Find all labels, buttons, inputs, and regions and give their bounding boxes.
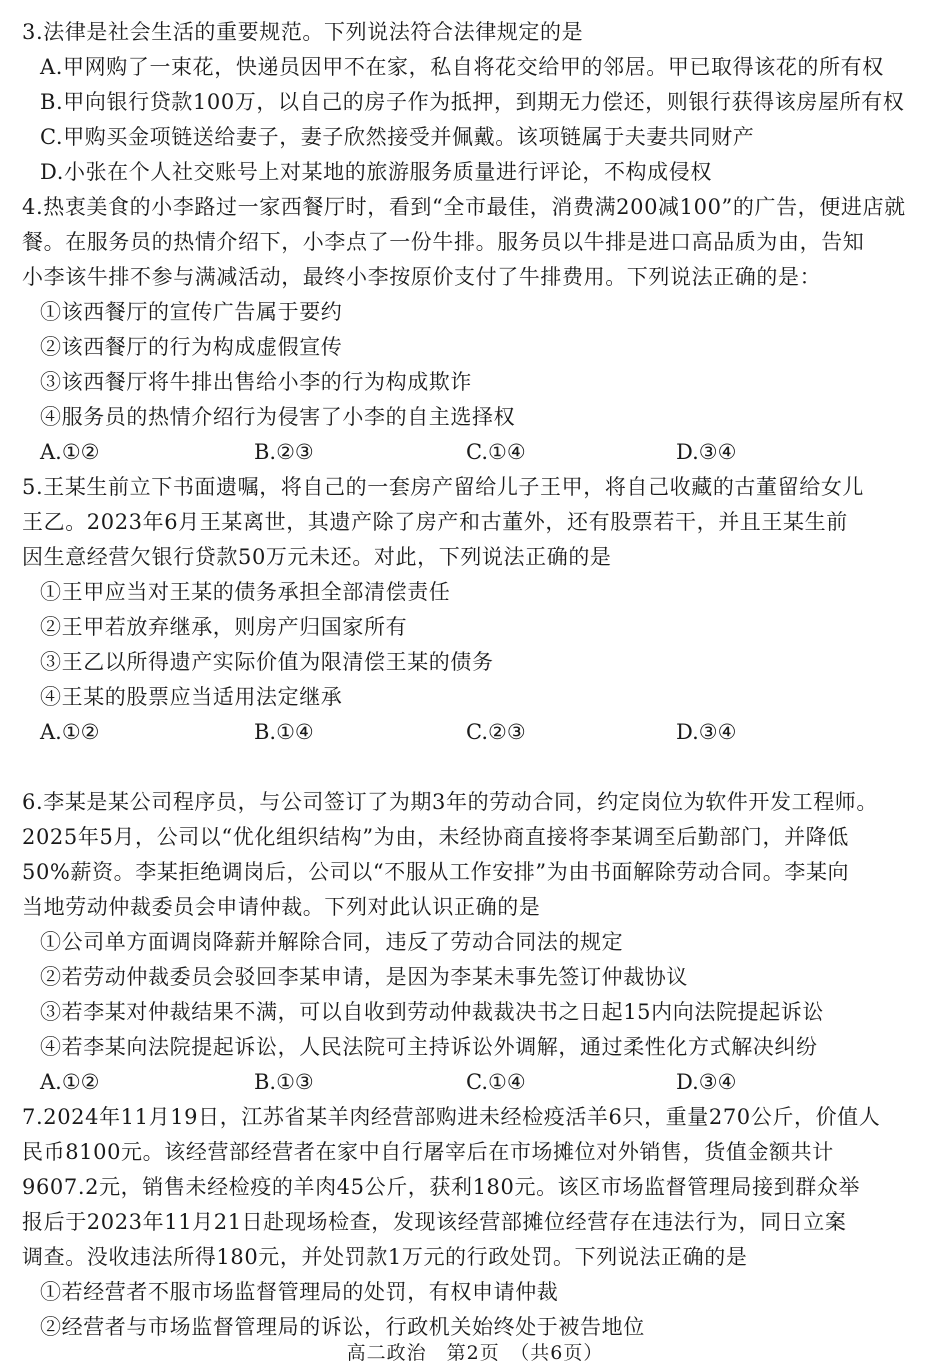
q7-stem-line-1: 7.2024年11月19日，江苏省某羊肉经营部购进未经检疫活羊6只，重量270公斤，价值人 — [22, 1105, 881, 1129]
q5-choice-b: B.①④ — [254, 720, 314, 744]
q4-choice-a: A.①② — [40, 440, 100, 464]
q6-statement-2: ②若劳动仲裁委员会驳回李某申请，是因为李某未事先签订仲裁协议 — [40, 965, 688, 989]
q4-choice-c: C.①④ — [466, 440, 526, 464]
q7-stem-line-5: 调查。没收违法所得180元，并处罚款1万元的行政处罚。下列说法正确的是 — [22, 1245, 748, 1269]
q5-statement-1: ①王甲应当对王某的债务承担全部清偿责任 — [40, 580, 451, 604]
q6-stem-line-3: 50%薪资。李某拒绝调岗后，公司以“不服从工作安排”为由书面解除劳动合同。李某向 — [22, 860, 850, 884]
q5-stem-line-3: 因生意经营欠银行贷款50万元未还。对此，下列说法正确的是 — [22, 545, 612, 569]
q6-statement-3: ③若李某对仲裁结果不满，可以自收到劳动仲裁裁决书之日起15内向法院提起诉讼 — [40, 1000, 824, 1024]
q7-stem-line-4: 报后于2023年11月21日赴现场检查，发现该经营部摊位经营存在违法行为，同日立案 — [22, 1210, 847, 1234]
q6-choice-c: C.①④ — [466, 1070, 526, 1094]
q5-statement-4: ④王某的股票应当适用法定继承 — [40, 685, 343, 709]
page-footer: 高二政治 第2页 （共6页） — [346, 1342, 604, 1364]
q6-statement-4: ④若李某向法院提起诉讼，人民法院可主持诉讼外调解，通过柔性化方式解决纠纷 — [40, 1035, 818, 1059]
q5-stem-line-1: 5.王某生前立下书面遗嘱，将自己的一套房产留给儿子王甲，将自己收藏的古董留给女儿 — [22, 475, 865, 499]
q3-stem: 3.法律是社会生活的重要规范。下列说法符合法律规定的是 — [22, 20, 584, 44]
q5-statement-3: ③王乙以所得遗产实际价值为限清偿王某的债务 — [40, 650, 494, 674]
q6-statement-1: ①公司单方面调岗降薪并解除合同，违反了劳动合同法的规定 — [40, 930, 624, 954]
q5-stem-line-2: 王乙。2023年6月王某离世，其遗产除了房产和古董外，还有股票若干，并且王某生前 — [22, 510, 848, 534]
q4-stem-line-3: 小李该牛排不参与满减活动，最终小李按原价支付了牛排费用。下列说法正确的是： — [22, 265, 822, 289]
q4-statement-4: ④服务员的热情介绍行为侵害了小李的自主选择权 — [40, 405, 516, 429]
q6-stem-line-4: 当地劳动仲裁委员会申请仲裁。下列对此认识正确的是 — [22, 895, 541, 919]
q4-statement-2: ②该西餐厅的行为构成虚假宣传 — [40, 335, 343, 359]
q7-stem-line-3: 9607.2元，销售未经检疫的羊肉45公斤，获利180元。该区市场监督管理局接到群众举 — [22, 1175, 861, 1199]
q6-choice-a: A.①② — [40, 1070, 100, 1094]
q7-stem-line-2: 民币8100元。该经营部经营者在家中自行屠宰后在市场摊位对外销售，货值金额共计 — [22, 1140, 834, 1164]
q3-option-d: D.小张在个人社交账号上对某地的旅游服务质量进行评论，不构成侵权 — [40, 160, 712, 184]
q4-choice-b: B.②③ — [254, 440, 314, 464]
q5-statement-2: ②王甲若放弃继承，则房产归国家所有 — [40, 615, 408, 639]
q3-option-c: C.甲购买金项链送给妻子，妻子欣然接受并佩戴。该项链属于夫妻共同财产 — [40, 125, 755, 149]
q4-stem-line-2: 餐。在服务员的热情介绍下，小李点了一份牛排。服务员以牛排是进口高品质为由，告知 — [22, 230, 865, 254]
q6-choice-d: D.③④ — [676, 1070, 737, 1094]
q7-statement-2: ②经营者与市场监督管理局的诉讼，行政机关始终处于被告地位 — [40, 1315, 645, 1339]
q4-statement-1: ①该西餐厅的宣传广告属于要约 — [40, 300, 343, 324]
q5-choice-d: D.③④ — [676, 720, 737, 744]
q3-option-b: B.甲向银行贷款100万，以自己的房子作为抵押，到期无力偿还，则银行获得该房屋所有权 — [40, 90, 905, 114]
q6-stem-line-2: 2025年5月，公司以“优化组织结构”为由，未经协商直接将李某调至后勤部门，并降低 — [22, 825, 849, 849]
q4-choice-d: D.③④ — [676, 440, 737, 464]
q4-stem-line-1: 4.热衷美食的小李路过一家西餐厅时，看到“全市最佳，消费满200减100”的广告，便进店就 — [22, 195, 906, 219]
q7-statement-1: ①若经营者不服市场监督管理局的处罚，有权申请仲裁 — [40, 1280, 559, 1304]
q6-stem-line-1: 6.李某是某公司程序员，与公司签订了为期3年的劳动合同，约定岗位为软件开发工程师。 — [22, 790, 878, 814]
q5-choice-c: C.②③ — [466, 720, 526, 744]
q6-choice-b: B.①③ — [254, 1070, 314, 1094]
q5-choice-a: A.①② — [40, 720, 100, 744]
q4-statement-3: ③该西餐厅将牛排出售给小李的行为构成欺诈 — [40, 370, 472, 394]
q3-option-a: A.甲网购了一束花，快递员因甲不在家，私自将花交给甲的邻居。甲已取得该花的所有权 — [40, 55, 884, 79]
